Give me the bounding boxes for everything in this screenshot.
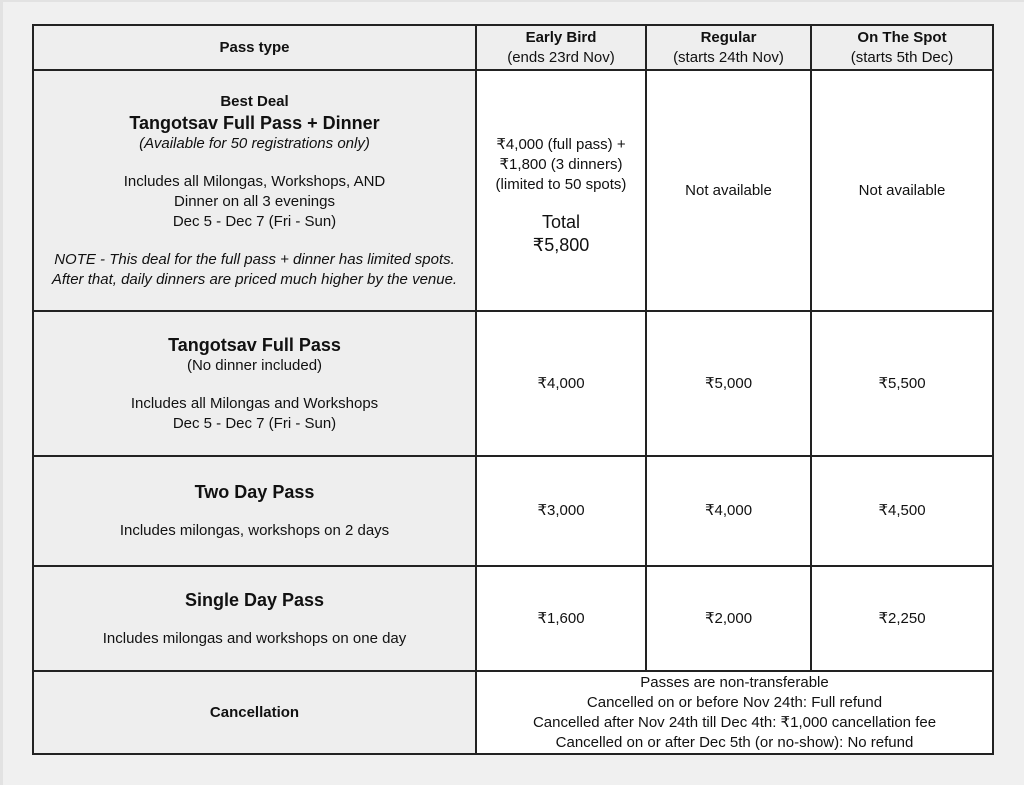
pricing-table xyxy=(32,24,994,755)
page-frame-left xyxy=(0,0,3,785)
cancellation-line: Passes are non-transferable xyxy=(640,673,829,691)
header-regular xyxy=(646,25,811,70)
pass-cell-full-pass-dinner xyxy=(33,70,476,311)
price-early-bird: ₹3,000 xyxy=(476,456,646,566)
price-regular: ₹4,000 xyxy=(646,456,811,566)
header-pass-type: Pass type xyxy=(33,25,476,70)
cancellation-row xyxy=(33,671,993,754)
pass-cell-full-pass xyxy=(33,311,476,456)
header-on-the-spot-title: On The Spot xyxy=(857,28,947,46)
price-detail-line: ₹4,000 (full pass) + xyxy=(496,136,626,153)
cancellation-line: Cancelled on or after Dec 5th (or no-show): No refund xyxy=(555,733,914,751)
price-total-label: Total xyxy=(541,212,581,232)
cancellation-line: Cancelled on or before Nov 24th: Full refund xyxy=(586,693,883,711)
pass-note-line: NOTE - This deal for the full pass + dinner has limited spots. xyxy=(54,250,455,268)
pass-includes-line: Dinner on all 3 evenings xyxy=(174,192,335,210)
table-row xyxy=(33,566,993,671)
header-on-the-spot-sub: (starts 5th Dec) xyxy=(850,48,954,66)
best-deal-tag: Best Deal xyxy=(220,92,289,110)
price-regular: ₹2,000 xyxy=(646,566,811,671)
price-early-bird: ₹4,000 xyxy=(476,311,646,456)
price-on-the-spot: Not available xyxy=(811,70,993,311)
header-early-bird-sub: (ends 23rd Nov) xyxy=(507,48,615,66)
price-detail-line: (limited to 50 spots) xyxy=(495,176,627,193)
price-early-bird xyxy=(476,70,646,311)
table-row xyxy=(33,456,993,566)
cancellation-line: Cancelled after Nov 24th till Dec 4th: ₹1,000 cancellation fee xyxy=(532,713,937,731)
price-detail-line: ₹1,800 (3 dinners) xyxy=(499,156,623,173)
pass-subtitle: (Available for 50 registrations only) xyxy=(139,134,370,152)
pass-includes-line: Includes milongas and workshops on one day xyxy=(102,629,407,647)
pass-cell-two-day xyxy=(33,456,476,566)
pass-includes-line: Dec 5 - Dec 7 (Fri - Sun) xyxy=(172,414,337,432)
price-regular: Not available xyxy=(646,70,811,311)
cancellation-label: Cancellation xyxy=(33,671,476,754)
price-on-the-spot: ₹2,250 xyxy=(811,566,993,671)
pass-cell-single-day xyxy=(33,566,476,671)
pass-includes-line: Dec 5 - Dec 7 (Fri - Sun) xyxy=(172,212,337,230)
price-total: ₹5,800 xyxy=(532,235,590,255)
header-row xyxy=(33,25,993,70)
pass-note-line: After that, daily dinners are priced much higher by the venue. xyxy=(51,270,458,288)
page-frame-top xyxy=(0,0,1024,2)
pass-title: Tangotsav Full Pass xyxy=(168,334,341,355)
table-row xyxy=(33,311,993,456)
header-regular-title: Regular xyxy=(700,28,757,46)
header-early-bird-title: Early Bird xyxy=(525,28,597,46)
pass-includes-line: Includes all Milongas and Workshops xyxy=(130,394,379,412)
price-on-the-spot: ₹4,500 xyxy=(811,456,993,566)
pass-includes-line: Includes all Milongas, Workshops, AND xyxy=(123,172,386,190)
pass-title: Tangotsav Full Pass + Dinner xyxy=(129,112,380,133)
price-on-the-spot: ₹5,500 xyxy=(811,311,993,456)
pass-title: Single Day Pass xyxy=(184,589,325,610)
header-regular-sub: (starts 24th Nov) xyxy=(673,48,784,66)
price-regular: ₹5,000 xyxy=(646,311,811,456)
pass-title: Two Day Pass xyxy=(194,482,315,502)
pass-includes-line: Includes milongas, workshops on 2 days xyxy=(119,522,390,539)
pass-subtitle: (No dinner included) xyxy=(186,356,323,374)
table-row xyxy=(33,70,993,311)
price-early-bird: ₹1,600 xyxy=(476,566,646,671)
cancellation-policy xyxy=(476,671,993,754)
header-on-the-spot xyxy=(811,25,993,70)
header-early-bird xyxy=(476,25,646,70)
